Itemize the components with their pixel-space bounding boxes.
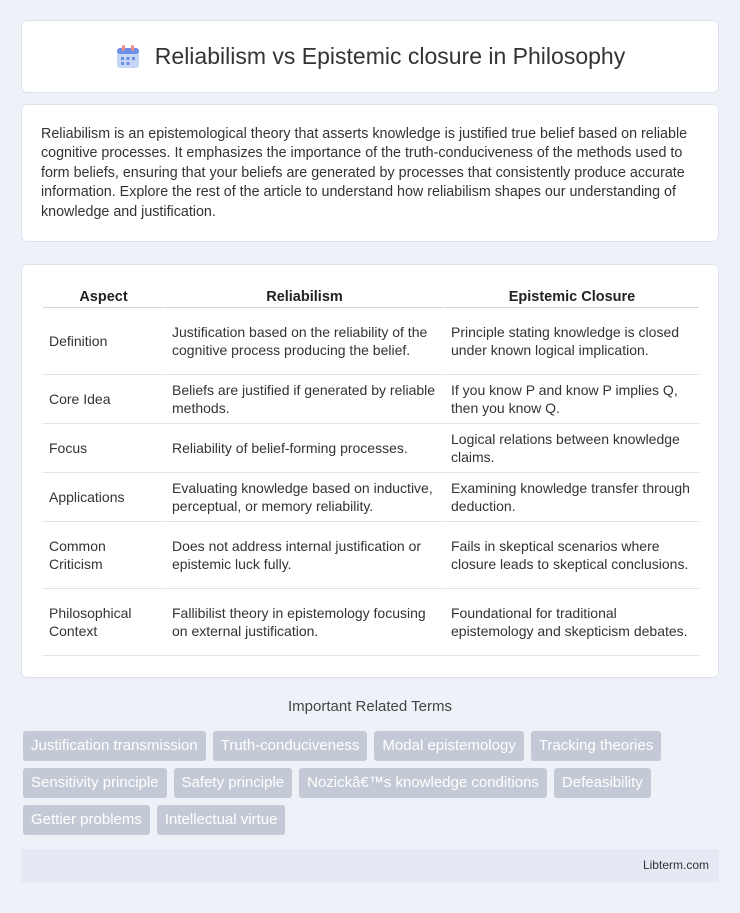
table-cell-closure: Foundational for traditional epistemology and skepticism debates.	[443, 589, 699, 656]
table-cell-closure: Principle stating knowledge is closed under known logical implication.	[443, 308, 699, 375]
table-cell-aspect: Core Idea	[43, 375, 164, 424]
header-aspect: Aspect	[43, 285, 164, 308]
related-term-tag[interactable]: Truth-conduciveness	[213, 731, 368, 761]
related-term-tag[interactable]: Justification transmission	[23, 731, 206, 761]
table-cell-closure: Examining knowledge transfer through deduction.	[443, 473, 699, 522]
related-term-tag[interactable]: Safety principle	[174, 768, 293, 798]
table-row	[43, 308, 699, 375]
table-cell-closure: Fails in skeptical scenarios where closure leads to skeptical conclusions.	[443, 522, 699, 589]
table-row	[43, 473, 699, 522]
related-terms-title: Important Related Terms	[288, 698, 452, 715]
table-cell-aspect: Common Criticism	[43, 522, 164, 589]
table-cell-reliabilism: Reliability of belief-forming processes.	[164, 424, 443, 473]
header-card	[21, 20, 719, 93]
table-cell-reliabilism: Evaluating knowledge based on inductive, perceptual, or memory reliability.	[164, 473, 443, 522]
table-row	[43, 424, 699, 473]
table-row	[43, 522, 699, 589]
table-row	[43, 375, 699, 424]
intro-card	[21, 104, 719, 242]
footer	[21, 849, 719, 882]
related-term-tag[interactable]: Sensitivity principle	[23, 768, 167, 798]
comparison-table-card	[21, 264, 719, 678]
related-term-tag[interactable]: Nozickâ€™s knowledge conditions	[299, 768, 547, 798]
table-cell-reliabilism: Justification based on the reliability of the cognitive process producing the belief.	[164, 308, 443, 375]
table-cell-aspect: Definition	[43, 308, 164, 375]
table-header-row	[43, 285, 699, 308]
page-title: Reliabilism vs Epistemic closure in Philosophy	[154, 43, 626, 69]
comparison-table	[43, 285, 699, 656]
intro-text: Reliabilism is an epistemological theory that asserts knowledge is justified true belief based on reliable cognitive processes. It emphasizes the importance of the truth-conduciveness of the methods used to form beliefs, ensuring that your beliefs are generated by processes that consistently produce accurate information. Explore the rest of the article to understand how reliabilism shapes our understanding of knowledge and justification.	[41, 126, 688, 220]
related-term-tag[interactable]: Defeasibility	[554, 768, 651, 798]
related-term-tag[interactable]: Gettier problems	[23, 805, 150, 835]
table-cell-reliabilism: Does not address internal justification or epistemic luck fully.	[164, 522, 443, 589]
related-term-tag[interactable]: Tracking theories	[531, 731, 662, 761]
table-cell-closure: If you know P and know P implies Q, then you know Q.	[443, 375, 699, 424]
header-epistemic-closure: Epistemic Closure	[443, 285, 699, 308]
table-cell-reliabilism: Beliefs are justified if generated by reliable methods.	[164, 375, 443, 424]
related-term-tag[interactable]: Modal epistemology	[374, 731, 523, 761]
table-cell-aspect: Applications	[43, 473, 164, 522]
table-cell-aspect: Philosophical Context	[43, 589, 164, 656]
footer-brand[interactable]: Libterm.com	[642, 858, 709, 872]
table-row	[43, 589, 699, 656]
related-term-tag[interactable]: Intellectual virtue	[157, 805, 286, 835]
calendar-icon	[115, 44, 141, 70]
table-cell-aspect: Focus	[43, 424, 164, 473]
related-terms-list	[23, 731, 723, 835]
table-cell-closure: Logical relations between knowledge claims.	[443, 424, 699, 473]
header-reliabilism: Reliabilism	[164, 285, 443, 308]
table-cell-reliabilism: Fallibilist theory in epistemology focusing on external justification.	[164, 589, 443, 656]
